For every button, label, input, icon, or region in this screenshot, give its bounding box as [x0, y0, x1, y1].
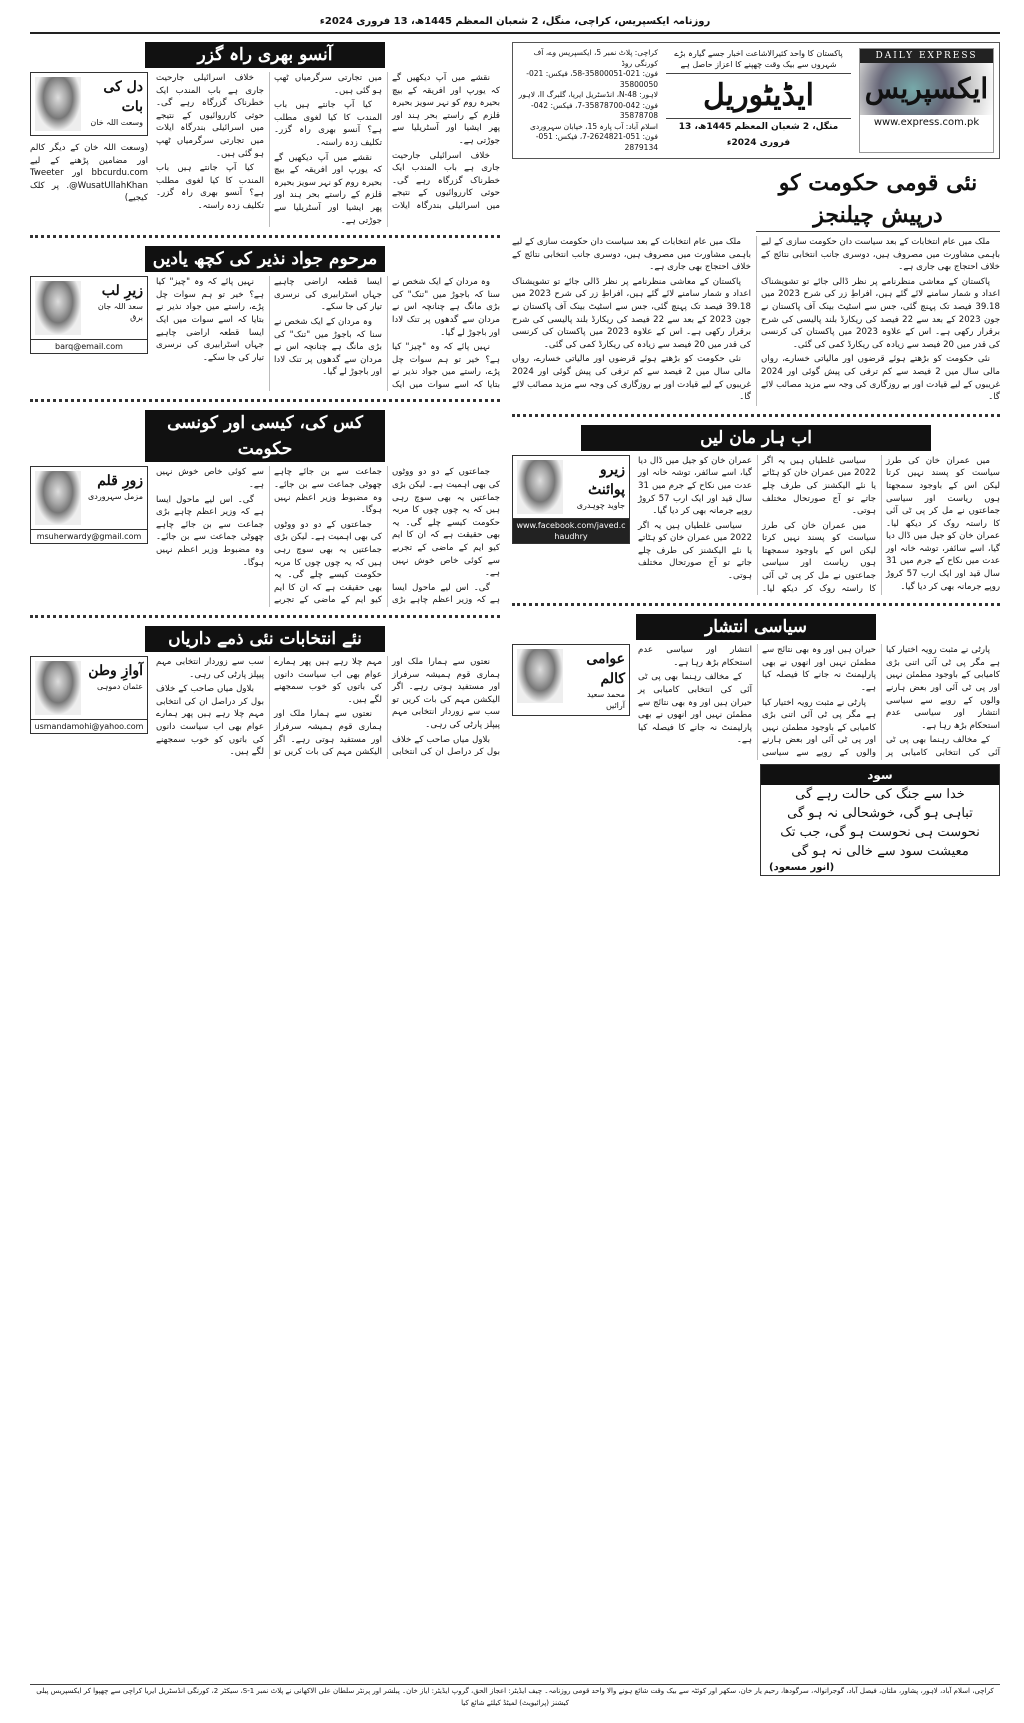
divider	[30, 399, 500, 402]
column-name: زیرو پوائنٹ	[588, 461, 625, 498]
editorial-body	[512, 236, 1000, 406]
column-footnote: (وسعت اللہ خان کے دیگر کالم اور مضامین پڑھنے کے لیے bbcurdu.com اور Tweeter @WusatUllahKhan. پر کلک کیجیے)	[30, 143, 148, 204]
column-paragraph: خلاف اسرائیلی جارحیت جاری ہے باب المندب ایک خطرناک گزرگاہ رہے گی۔ حوثی کارروائیوں کے نتیجے میں اسرائیلی بندرگاہ ایلات میں تجارتی سرگرمیاں ٹھپ ہو گئی ہیں۔	[274, 73, 500, 211]
column-paragraph: بلاول میاں صاحب کے خلاف بول کر دراصل ان کی انتخابی مہم چلا رہے ہیں پھر ہمارے عوام بھی اب سیاست دانوں کی باتوں کو خوب سمجھنے لگے ہیں۔	[156, 684, 264, 758]
editorial-paragraph: پاکستان کے معاشی منظرنامے پر نظر ڈالی جائے تو تشویشناک اعداد و شمار سامنے لائے گئے ہیں، افراطِ زر کی شرح 2023 میں 39.18 فیصد تک پہنچ گئی، جس سے اسٹیٹ بینک آف پاکستان نے جون 2023 کے بعد سے 22 فیصد کی ریکارڈ بلند پالیسی کی شرح برقرار رکھی ہے۔ اس کے علاوہ 2023 میں پاکستان کی کرنسی کی قدر میں 20 فیصد سے زیادہ کی ریکارڈ کمی کی گئی۔	[761, 276, 1001, 350]
address-line: فون: 021-35800051-58، فیکس: 021-35800050	[526, 69, 658, 89]
column-paragraph: کے مخالف رہنما بھی پی ٹی آئی کی انتخابی کامیابی پر حیران ہیں اور وہ بھی نتائج سے مطمئن نہیں اور انھوں نے بھی پارلیمنٹ نہ جانے کا فیصلہ کیا ہے۔	[762, 645, 1000, 758]
author-name: عثمان دموہی	[96, 682, 143, 691]
column-paragraph: میں عمران خان کی طرز سیاست کو پسند نہیں کرتا لیکن اس کے باوجود سمجھتا ہوں ریاست اور سیاسی جماعتوں نے مل کر پی ٹی آئی کا راستہ روک کر دیکھ لیا۔ عمران خان کو جیل میں ڈال دیا گیا، اسے سائفر، توشہ خانہ اور عدت میں نکاح کے جرم میں 31 سال قید اور ایک ارب 57 کروڑ روپے جرمانہ بھی کر دیا گیا۔	[886, 455, 1000, 592]
column-body	[156, 276, 500, 391]
page-title: ایڈیٹوریل	[666, 74, 851, 119]
logo-urdu: ایکسپریس	[860, 63, 993, 115]
column-paragraph: کے مخالف رہنما بھی پی ٹی آئی کی انتخابی کامیابی پر حیران ہیں اور وہ بھی نتائج سے مطمئن نہیں اور انھوں نے بھی پارلیمنٹ نہ جانے کا فیصلہ کیا ہے۔	[638, 672, 752, 746]
column-heading: آنسو بھری راہ گزر	[145, 42, 385, 68]
author-name: محمد سعید آرائیں	[587, 690, 625, 711]
editorial-paragraph: پاکستان کے معاشی منظرنامے پر نظر ڈالی جائے تو تشویشناک اعداد و شمار سامنے لائے گئے ہیں، افراطِ زر کی شرح 2023 میں 39.18 فیصد تک پہنچ گئی، جس سے اسٹیٹ بینک آف پاکستان نے جون 2023 کے بعد سے 22 فیصد کی ریکارڈ بلند پالیسی کی شرح برقرار رکھی ہے۔ اس کے علاوہ 2023 میں پاکستان کی کرنسی کی قدر میں 20 فیصد سے زیادہ کی ریکارڈ کمی کی گئی۔	[512, 276, 752, 350]
author-name: مزمل سہروردی	[88, 492, 143, 502]
column-body	[638, 455, 1000, 596]
editorial-headline: نئی قومی حکومت کو درپیش چیلنجز	[756, 167, 1000, 232]
poem-line: معیشت سود سے خالی نہ ہو گی	[791, 843, 969, 859]
website-link[interactable]: www.express.com.pk	[873, 117, 980, 128]
address-line: فون: 051-2624821-7، فیکس: 051-2879134	[535, 132, 658, 152]
author-photo	[517, 460, 563, 514]
author-photo	[35, 661, 81, 715]
poem-line: خدا سے جنگ کی حالت رہے گی	[795, 786, 965, 802]
logo-english: DAILY EXPRESS	[860, 49, 993, 63]
column-name: زیرِ لب	[101, 283, 143, 300]
column-paragraph: سیاسی غلطیاں ہیں یہ اگر 2022 میں عمران خان کو ہٹاتے یا نئے الیکشنز کی طرف چلے جاتے تو آج صورتحال مختلف ہوتی۔	[762, 455, 876, 517]
column-section	[30, 626, 500, 759]
column-section	[512, 614, 1000, 875]
column-name: عوامی کالم	[586, 651, 625, 688]
column-paragraph: نعتوں سے ہمارا ملک اور ہماری قوم ہمیشہ سرفراز اور مستفید ہوتی رہے۔ اگر الیکشن مہم کی بات کریں تو سب سے زوردار انتخابی مہم پیپلز پارٹی کی رہی۔	[392, 657, 500, 730]
editorial-paragraph: ملک میں عام انتخابات کے بعد سیاست دان حکومت سازی کے لیے باہمی مشاورت میں مصروف ہیں، دوسری جانب انتخابی نتائج کے خلاف احتجاج بھی جاری ہے۔	[512, 237, 751, 273]
left-half	[30, 42, 500, 759]
column-body	[638, 644, 1000, 759]
author-photo	[517, 649, 563, 703]
author-facebook[interactable]: www.facebook.com/javed.chaudhry	[513, 518, 629, 543]
columnist-box	[512, 455, 630, 544]
editorial-paragraph: ملک میں عام انتخابات کے بعد سیاست دان حکومت سازی کے لیے باہمی مشاورت میں مصروف ہیں، دوسری جانب انتخابی نتائج کے خلاف احتجاج بھی جاری ہے۔	[761, 237, 1000, 273]
column-paragraph: وہ مردان کے ایک شخص نے سنا کہ باجوڑ میں "تنک" کی بڑی مانگ ہے چنانچہ اس نے مردان سے گدھوں پر تنک لادا اور باجوڑ لے گیا۔	[392, 277, 500, 338]
column-heading: کس کی، کیسی اور کونسی حکومت	[145, 410, 385, 462]
column-paragraph: نقشے میں آپ دیکھیں گے کہ یورپ اور افریقہ کے بیچ بحیرہ روم کو نہر سویز بحیرہ قلزم کے راستے بحر ہند اور پھر ایشیا اور آسٹریلیا سے جوڑتی ہے۔	[392, 73, 500, 146]
column-body	[156, 656, 500, 759]
divider	[512, 603, 1000, 606]
column-heading: سیاسی انتشار	[636, 614, 876, 640]
editorial-paragraph: نئی حکومت کو بڑھتے ہوئے قرضوں اور مالیاتی خسارے، رواں مالی سال میں 2 فیصد سے کم ترقی کی پیش گوئی اور 2024 غریبوں کے لیے قیادت اور بے روزگاری کی وجہ سے مزید مصائب لائے گا۔	[512, 354, 752, 403]
address-line: اسلام آباد: آب پارہ 15، خیابان سہروردی	[530, 121, 658, 131]
masthead-center	[666, 48, 851, 153]
column-paragraph: نہیں پائے کہ وہ "چیز" کیا ہے؟ خیر تو ہم سوات چل پڑے، راستے میں جواد نذیر نے بتایا کہ اسے سوات میں ایک ایسا قطعہ اراضی چاہیے جہاں اسٹرابیری کی نرسری تیار کی جا سکے۔	[274, 277, 500, 390]
column-paragraph: پارٹی نے مثبت رویہ اختیار کیا ہے مگر پی ٹی آئی اتنی بڑی کامیابی کے باوجود مطمئن نہیں اور پی ٹی آئی اور بعض ہارنے والوں کے رویے سے سیاسی انتشار اور سیاسی عدم استحکام بڑھ رہا ہے۔	[886, 645, 1000, 731]
author-name: وسعت اللہ خان	[90, 118, 143, 127]
column-paragraph: گی۔ اس لیے ماحول ایسا ہے کہ وزیر اعظم چاہے بڑی جماعت سے بن جائے چاہے چھوٹی جماعت سے بن جائے۔ وہ مضبوط وزیر اعظم نہیں ہوگا۔	[274, 467, 500, 606]
column-paragraph: جماعتوں کے دو دو ووٹوں کی بھی اہمیت ہے۔ لیکن بڑی جماعتیں یہ بھی سوچ رہی ہیں کہ یہ چوں چوں کا مربہ حکومت کیسے چلے گی۔ یہ بھی حقیقت ہے کہ ان کا ایم کیو ایم کے ماضی کے تجربے سے کوئی خاص خوش نہیں ہے۔	[392, 467, 500, 579]
column-body	[156, 72, 500, 227]
divider	[30, 615, 500, 618]
divider	[512, 414, 1000, 417]
column-paragraph: پارٹی نے مثبت رویہ اختیار کیا ہے مگر پی ٹی آئی اتنی بڑی کامیابی کے باوجود مطمئن نہیں اور پی ٹی آئی اور بعض ہارنے والوں کے رویے سے سیاسی انتشار اور سیاسی عدم استحکام بڑھ رہا ہے۔	[638, 645, 876, 758]
address-line: لاہور: 48-N، انڈسٹریل ایریا، گلبرگ II، لاہور	[518, 90, 658, 99]
column-paragraph: جماعتوں کے دو دو ووٹوں کی بھی اہمیت ہے۔ لیکن بڑی جماعتیں یہ بھی سوچ رہی ہیں کہ یہ چوں چوں کا مربہ حکومت کیسے چلے گی۔ یہ بھی حقیقت ہے کہ ان کا ایم کیو ایم کے ماضی کے تجربے سے کوئی خاص خوش نہیں ہے۔	[156, 467, 382, 606]
author-email[interactable]: barq@email.com	[31, 339, 147, 353]
imprint-footer: کراچی، اسلام آباد، لاہور، پشاور، ملتان، فیصل آباد، گوجرانوالہ، سرگودھا، رحیم یار خان، سکھر اور کوئٹہ سے بیک وقت شائع ہونے والا واحد قومی روزنامہ۔ چیف ایڈیٹر: اعجاز الحق، گروپ ایڈیٹر: ایاز خان۔ پبلشر اور پرنٹر سلطان علی الاکھانی نے پلاٹ نمبر S-1، سیکٹر 2، کورنگی انڈسٹریل ایریا کراچی سے چھپوا کر ایکسپریس پبلی کیشنز (پرائیویٹ) لمیٹڈ کیلئے شائع کیا	[30, 1684, 1000, 1709]
right-half	[512, 42, 1000, 876]
column-paragraph: کیا آپ جانتے ہیں باب المندب کا کیا لغوی مطلب ہے؟ آنسو بھری راہ گزر۔ تکلیف زدہ راستہ۔	[156, 163, 264, 211]
author-photo	[35, 471, 81, 525]
author-name: جاوید چوہدری	[576, 500, 625, 510]
poem-title: سود	[761, 765, 999, 785]
column-paragraph: کیا آپ جانتے ہیں باب المندب کا کیا لغوی مطلب ہے؟ آنسو بھری راہ گزر۔ تکلیف زدہ راستہ۔	[274, 100, 382, 148]
column-paragraph: نعتوں سے ہمارا ملک اور ہماری قوم ہمیشہ سرفراز اور مستفید ہوتی رہے۔ اگر الیکشن مہم کی بات کریں تو سب سے زوردار انتخابی مہم پیپلز پارٹی کی رہی۔	[156, 657, 382, 758]
poem-line: تباہی ہو گی، خوشحالی نہ ہو گی	[787, 805, 973, 821]
office-addresses	[518, 48, 658, 153]
column-paragraph: بلاول میاں صاحب کے خلاف بول کر دراصل ان کی انتخابی مہم چلا رہے ہیں پھر ہمارے عوام بھی اب سیاست دانوں کی باتوں کو خوب سمجھنے لگے ہیں۔	[274, 657, 500, 758]
header-date: منگل، 2 شعبان المعظم 1445ھ، 13 فروری 2024ء	[678, 122, 839, 148]
column-paragraph: نقشے میں آپ دیکھیں گے کہ یورپ اور افریقہ کے بیچ بحیرہ روم کو نہر سویز بحیرہ قلزم کے راستے بحر ہند اور پھر ایشیا اور آسٹریلیا سے جوڑتی ہے۔	[274, 152, 382, 226]
column-paragraph: نہیں پائے کہ وہ "چیز" کیا ہے؟ خیر تو ہم سوات چل پڑے، راستے میں جواد نذیر نے بتایا کہ اسے سوات میں ایک ایسا قطعہ اراضی چاہیے جہاں اسٹرابیری کی نرسری تیار کی جا سکے۔	[156, 277, 264, 363]
column-paragraph: گی۔ اس لیے ماحول ایسا ہے کہ وزیر اعظم چاہے بڑی جماعت سے بن جائے چاہے چھوٹی جماعت سے بن جائے۔ وہ مضبوط وزیر اعظم نہیں ہوگا۔	[156, 494, 264, 568]
author-email[interactable]: usmandamohi@yahoo.com	[31, 719, 147, 733]
divider	[30, 235, 500, 238]
express-logo[interactable]	[859, 48, 994, 153]
editorial-masthead	[512, 42, 1000, 159]
column-name: آوازِ وطن	[88, 663, 143, 679]
column-name: دل کی بات	[103, 79, 143, 115]
column-heading: اب ہار مان لیں	[581, 425, 931, 451]
author-email[interactable]: msuherwardy@gmail.com	[31, 529, 147, 543]
columnist-box	[512, 644, 630, 716]
author-photo	[35, 281, 81, 335]
tagline: پاکستان کا واحد کثیرالاشاعت اخبار جسے گیارہ بڑے شہروں سے بیک وقت چھپنے کا اعزاز حاصل ہے	[666, 48, 851, 74]
poem-line: نحوست ہی نحوست ہو گی، جب تک	[780, 824, 980, 840]
column-paragraph: سیاسی غلطیاں ہیں یہ اگر 2022 میں عمران خان کو ہٹاتے یا نئے الیکشنز کی طرف چلے جاتے تو آج صورتحال مختلف ہوتی۔	[638, 520, 752, 582]
column-heading: مرحوم جواد نذیر کی کچھ یادیں	[145, 246, 385, 272]
column-section	[30, 246, 500, 391]
author-photo	[35, 77, 81, 131]
column-body	[156, 466, 500, 607]
column-section	[30, 410, 500, 607]
author-name: سعد اللہ جان برق	[97, 302, 143, 323]
address-line: کراچی: پلاٹ نمبر 5، ایکسپریس وے، آف کورنگی روڈ	[533, 48, 658, 68]
address-line: فون: 042-35878700-7، فیکس: 042-35878708	[531, 100, 658, 120]
columnist-box	[30, 276, 148, 354]
columnist-box	[30, 466, 148, 544]
editorial-section	[512, 167, 1000, 406]
column-paragraph: خلاف اسرائیلی جارحیت جاری ہے باب المندب ایک خطرناک گزرگاہ رہے گی۔ حوثی کارروائیوں کے نتیجے میں اسرائیلی بندرگاہ ایلات میں تجارتی سرگرمیاں ٹھپ ہو گئی ہیں۔	[156, 73, 264, 159]
dateline: روزنامہ ایکسپریس، کراچی، منگل، 2 شعبان المعظم 1445ھ، 13 فروری 2024ء	[30, 14, 1000, 34]
column-paragraph: میں عمران خان کی طرز سیاست کو پسند نہیں کرتا لیکن اس کے باوجود سمجھتا ہوں ریاست اور سیاسی جماعتوں نے مل کر پی ٹی آئی کا راستہ روک کر دیکھ لیا۔ عمران خان کو جیل میں ڈال دیا گیا، اسے سائفر، توشہ خانہ اور عدت میں نکاح کے جرم میں 31 سال قید اور ایک ارب 57 کروڑ روپے جرمانہ بھی کر دیا گیا۔	[638, 455, 876, 594]
column-name: زورِ قلم	[97, 473, 143, 490]
column-section	[30, 42, 500, 227]
poem-box	[760, 764, 1000, 876]
poet-name: (انور مسعود)	[769, 861, 835, 873]
editorial-paragraph: نئی حکومت کو بڑھتے ہوئے قرضوں اور مالیاتی خسارے، رواں مالی سال میں 2 فیصد سے کم ترقی کی پیش گوئی اور 2024 غریبوں کے لیے قیادت اور بے روزگاری کی وجہ سے مزید مصائب لائے گا۔	[761, 354, 1001, 403]
column-paragraph: وہ مردان کے ایک شخص نے سنا کہ باجوڑ میں "تنک" کی بڑی مانگ ہے چنانچہ اس نے مردان سے گدھوں پر تنک لادا اور باجوڑ لے گیا۔	[274, 316, 382, 378]
columnist-box	[30, 72, 148, 136]
columnist-box	[30, 656, 148, 734]
column-heading: نئے انتخابات نئی ذمے داریاں	[145, 626, 385, 652]
column-section	[512, 425, 1000, 596]
